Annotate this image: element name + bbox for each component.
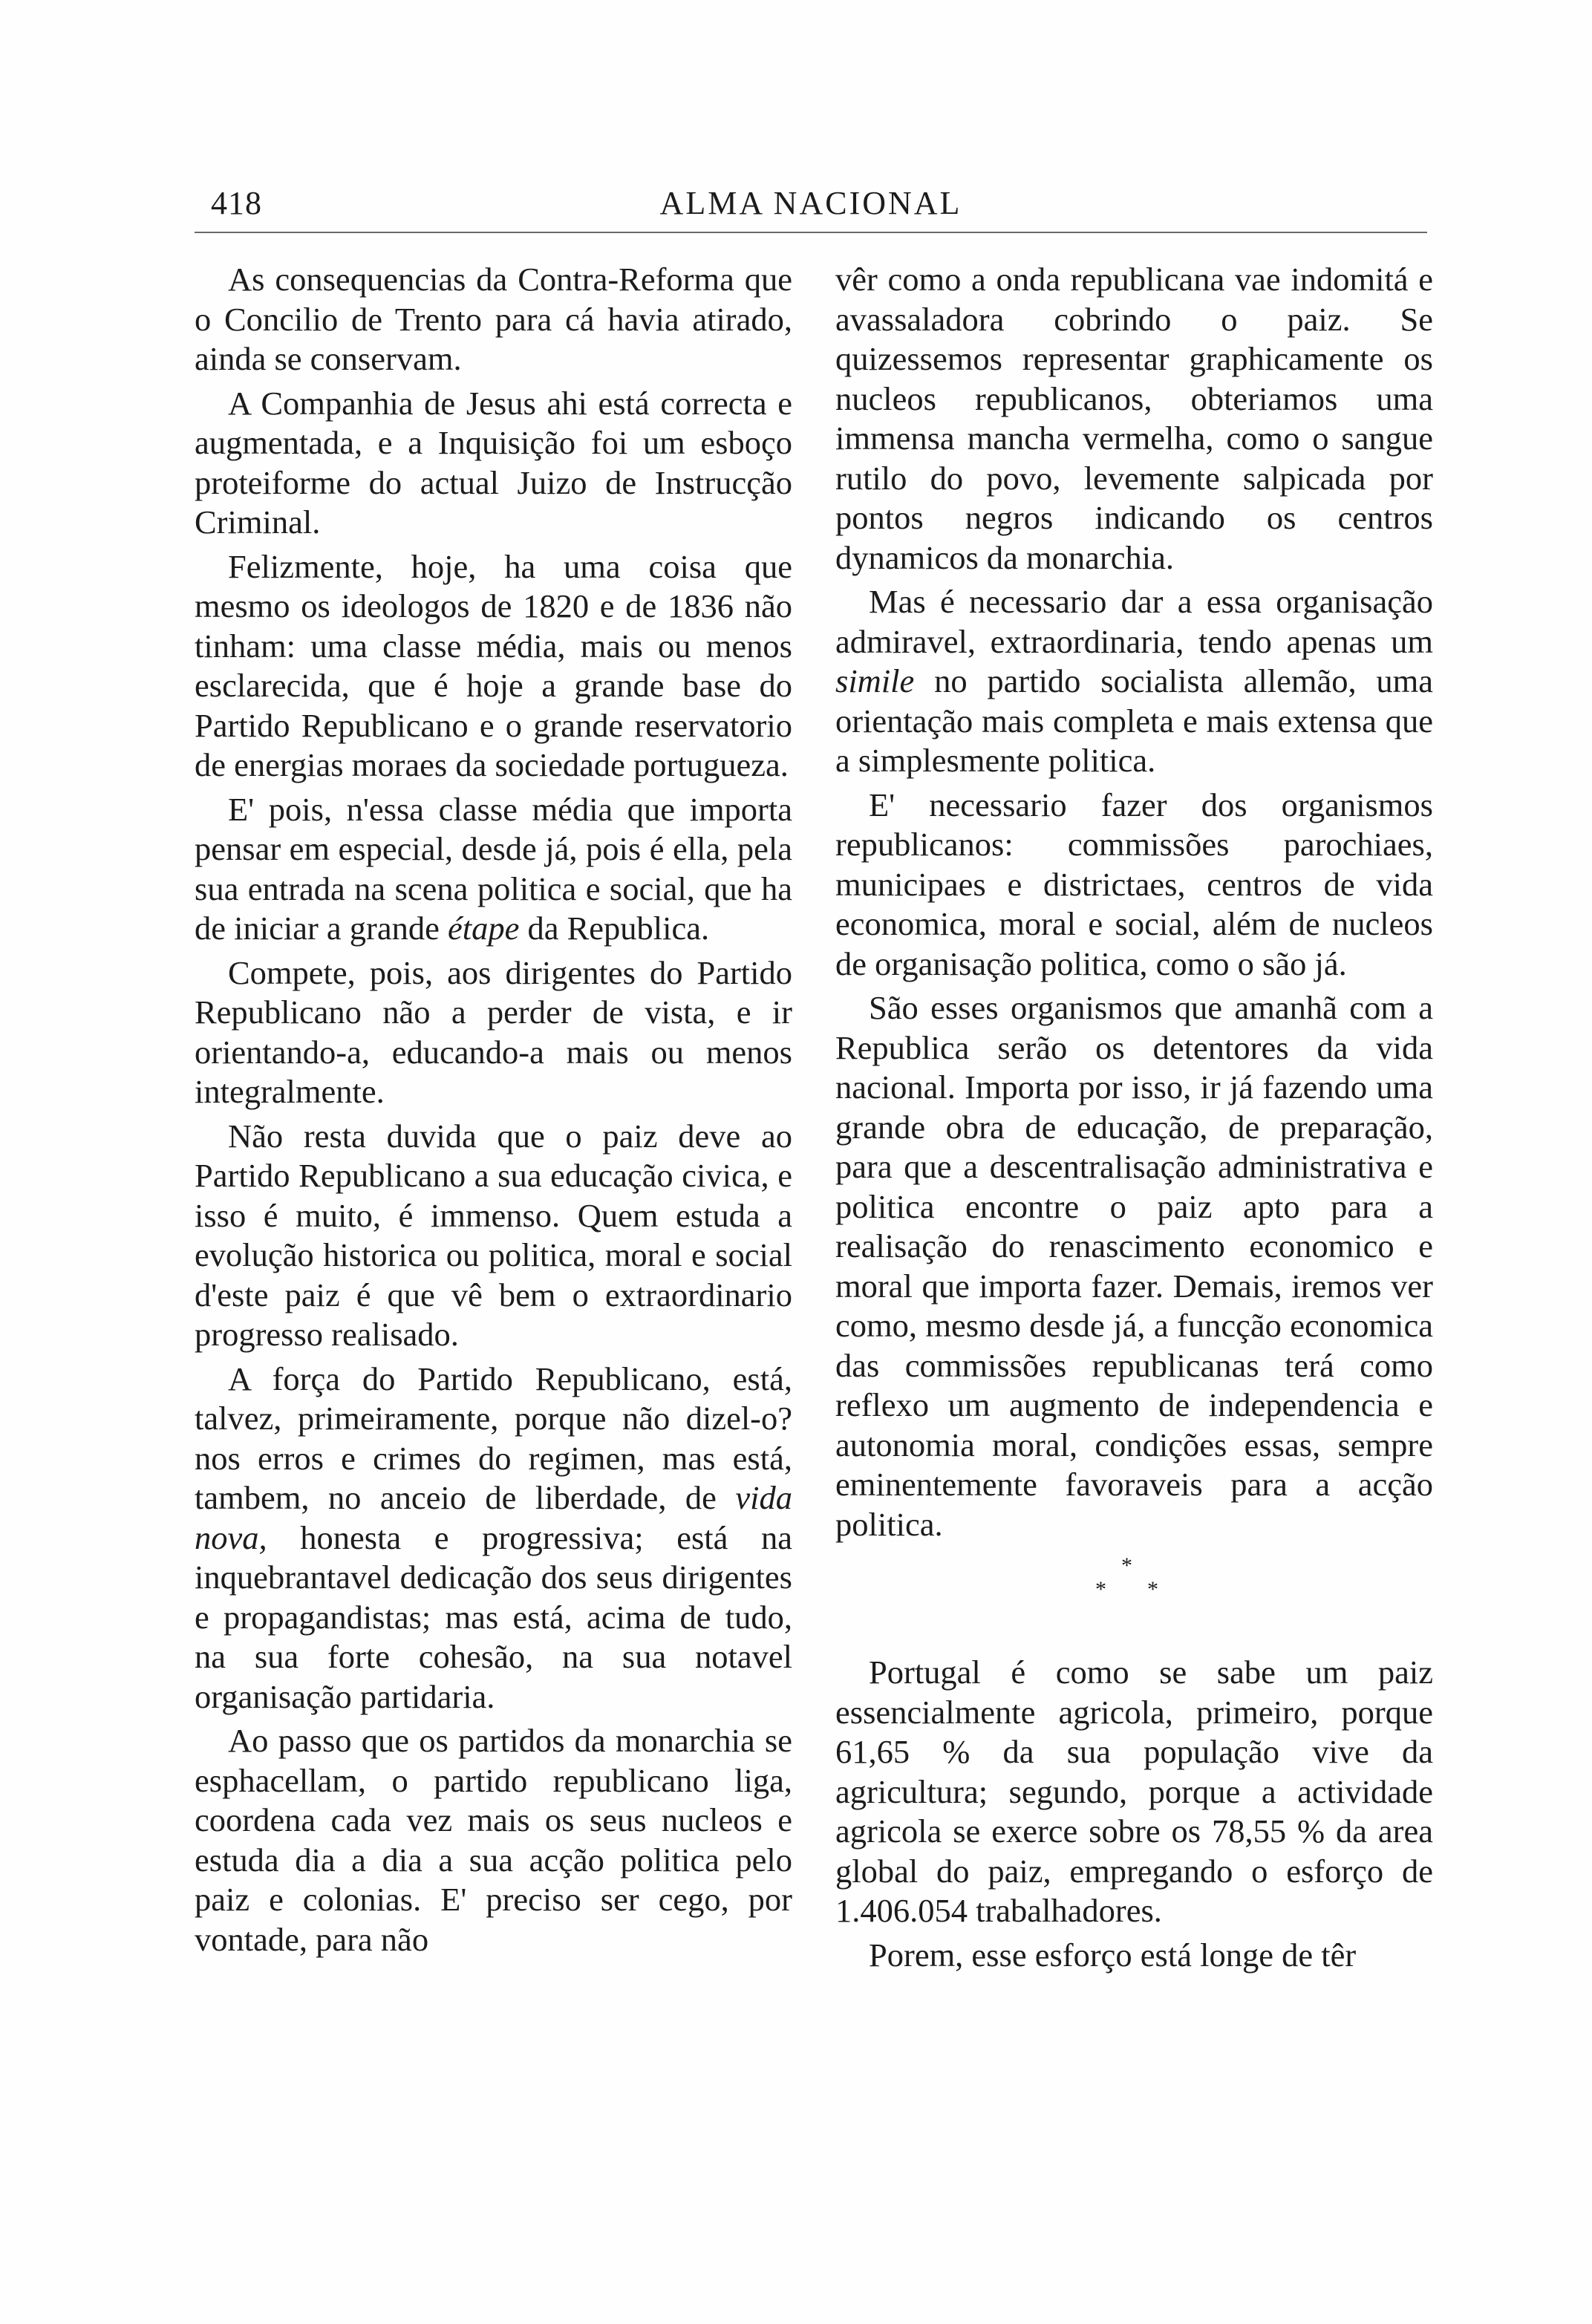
paragraph-text-tail: da Republica. [527,910,710,947]
paragraph-educacao-civica: Não resta duvida que o paiz deve ao Partido Republicano a sua educação civica, e isso é muito, é immenso. Quem estuda a evolução historica ou politica, moral e social d'este paiz é que vê bem o extraordinario progresso realisado. [195,1117,792,1353]
paragraph-companhia-de-jesus: A Companhia de Jesus ahi está correcta e augmentada, e a Inquisição foi um esboço proteiforme do actual Juizo de Instrucção Criminal. [195,384,792,541]
page-number: 418 [211,185,262,221]
right-column [835,260,1433,1979]
paragraph-text-tail: no partido socialista allemão, uma orientação mais completa e mais extensa que a simplesmente politica. [835,662,1433,779]
header-rule [195,232,1427,233]
paragraph-classe-media: Felizmente, hoje, ha uma coisa que mesmo os ideologos de 1820 e de 1836 não tinham: uma classe média, mais ou menos esclarecida, que é hoje a grande base do Partido Republicano e o grande reservatorio de energias moraes da sociedade portugueza. [195,547,792,783]
section-asterism [835,1549,1433,1653]
paragraph-forca-do-partido [195,1360,792,1717]
paragraph-partidos-monarchia: Ao passo que os partidos da monarchia se esphacellam, o partido republicano liga, coordena cada vez mais os seus nucleos e estuda dia a dia a sua acção politica pelo paiz e colonias. E' preciso ser cego, por vontade, para não [195,1722,792,1958]
left-column [195,260,792,1964]
page-header [195,177,1427,229]
paragraph-portugal-agricola: Portugal é como se sabe um paiz essencialmente agricola, primeiro, porque 61,65 % da sua população vive da agricultura; segundo, porque a actividade agricola se exerce sobre os 78,55 % da area global do paiz, empregando o esforço de 1.406.054 trabalhadores. [835,1654,1433,1929]
running-title: ALMA NACIONAL [659,185,962,221]
paragraph-dirigentes: Compete, pois, aos dirigentes do Partido Republicano não a perder de vista, e ir orientando-a, educando-a mais ou menos integralmente. [195,953,792,1110]
paragraph-text: Mas é necessario dar a essa organisação admiravel, extraordinaria, tendo apenas um [835,583,1433,660]
asterisk-mark: * [1095,1577,1106,1602]
paragraph-vida-nacional: São esses organismos que amanhã com a Republica serão os detentores da vida nacional. Importa por isso, ir já fazendo uma grande obra de educação, de preparação, para que a descentralisação administrativa e politica encontre o paiz apto para a realisação do renascimento economico e moral que importa fazer. Demais, iremos ver como, mesmo desde já, a funcção economica das commissões republicanas terá como reflexo um augmento de independencia e autonomia moral, condições essas, sempre eminentemente favoraveis para a acção politica. [835,989,1433,1543]
paragraph-contra-reforma: As consequencias da Contra-Reforma que o Concilio de Trento para cá havia atirado, ainda se conservam. [195,261,792,377]
paragraph-organismos: E' necessario fazer dos organismos republicanos: commissões parochiaes, municipaes e districtaes, centros de vida economica, moral e social, além de nucleos de organisação politica, como o são já. [835,786,1433,982]
asterisk-mark: * [1121,1553,1132,1578]
italic-simile: simile [835,662,915,699]
italic-etape: étape [448,910,520,947]
italic-vida-nova: vida nova, [195,1479,792,1556]
paragraph-onda-republicana: vêr como a onda republicana vae indomitá e avassaladora cobrindo o paiz. Se quizessemos representar graphicamente os nucleos republicanos, obteriamos uma immensa mancha vermelha, como o sangue rutilo do povo, levemente salpicada por pontos negros indicando os centros dynamicos da monarchia. [835,261,1433,576]
paragraph-text-tail: honesta e progressiva; está na inquebrantavel dedicação dos seus dirigentes e propagandistas; mas está, acima de tudo, na sua forte cohesão, na sua notavel organisação partidaria. [195,1518,793,1715]
paragraph-importa-pensar [195,790,792,949]
paragraph-text: E' pois, n'essa classe média que importa pensar em especial, desde já, pois é ella, pela sua entrada na scena politica e social, que ha de iniciar a grande [195,790,792,947]
paragraph-organisacao [835,582,1433,781]
paragraph-text: A força do Partido Republicano, está, talvez, primeiramente, porque não dizel-o? nos erros e crimes do regimen, mas está, tambem, no anceio de liberdade, de [195,1360,792,1516]
paragraph-esforco: Porem, esse esforço está longe de têr [869,1936,1357,1974]
asterisk-mark: * [1147,1577,1158,1602]
